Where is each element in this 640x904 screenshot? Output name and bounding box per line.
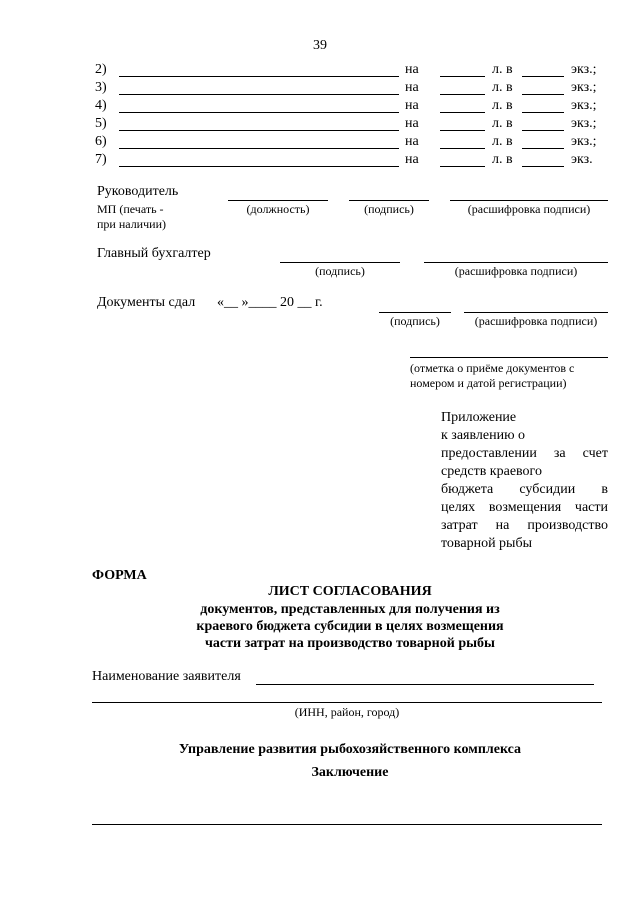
list-item-line[interactable]: [119, 94, 399, 95]
list-item-ekz: экз.;: [571, 62, 597, 77]
list-item-line[interactable]: [119, 112, 399, 113]
list-item-line[interactable]: [119, 148, 399, 149]
list-item-copies-line[interactable]: [522, 130, 564, 131]
list-item-ekz: экз.: [571, 152, 593, 167]
receipt-mark-line[interactable]: [410, 357, 608, 358]
submitted-label: Документы сдал: [97, 295, 196, 310]
decoding-caption: (расшифровка подписи): [467, 202, 591, 216]
form-subtitle-line: части затрат на производство товарной рыбы: [205, 636, 495, 651]
list-item-copies-line[interactable]: [522, 166, 564, 167]
list-item-na: на: [405, 152, 419, 167]
applicant-caption: (ИНН, район, город): [294, 705, 400, 719]
list-item-ekz: экз.;: [571, 98, 597, 113]
accountant-signature-caption: (подпись): [315, 264, 365, 278]
list-item-line[interactable]: [119, 76, 399, 77]
accountant-decoding-line[interactable]: [424, 262, 608, 263]
list-item-l: л. в: [492, 98, 513, 113]
list-item-l: л. в: [492, 116, 513, 131]
list-item-l: л. в: [492, 62, 513, 77]
list-item-line[interactable]: [119, 166, 399, 167]
appendix-line: предоставлении за счет: [441, 446, 608, 461]
list-item-na: на: [405, 98, 419, 113]
stamp-caption-line2: при наличии): [97, 217, 166, 231]
appendix-line: Приложение: [441, 410, 517, 425]
list-item-pages-line[interactable]: [440, 148, 485, 149]
list-item-number: 2): [95, 62, 107, 77]
list-item-pages-line[interactable]: [440, 112, 485, 113]
list-item-ekz: экз.;: [571, 116, 597, 131]
head-title: Руководитель: [97, 184, 179, 199]
appendix-line: товарной рыбы: [441, 536, 532, 551]
list-item-copies-line[interactable]: [522, 94, 564, 95]
list-item-number: 4): [95, 98, 107, 113]
submitted-signature-caption: (подпись): [390, 314, 440, 328]
conclusion-heading: Заключение: [311, 765, 389, 780]
submitted-date[interactable]: «__ »____ 20 __ г.: [217, 295, 323, 310]
form-subtitle-line: документов, представленных для получения из: [200, 602, 500, 617]
list-item-pages-line[interactable]: [440, 166, 485, 167]
list-item-l: л. в: [492, 134, 513, 149]
list-item-l: л. в: [492, 80, 513, 95]
submitted-signature-line[interactable]: [379, 312, 451, 313]
list-item-copies-line[interactable]: [522, 148, 564, 149]
department-heading: Управление развития рыбохозяйственного комплекса: [178, 742, 522, 757]
appendix-line: целях возмещения части: [441, 500, 608, 515]
position-line[interactable]: [228, 200, 328, 201]
applicant-label: Наименование заявителя: [92, 669, 241, 684]
list-item-copies-line[interactable]: [522, 76, 564, 77]
list-item-number: 3): [95, 80, 107, 95]
signature-line[interactable]: [349, 200, 429, 201]
page-number: 39: [313, 38, 327, 53]
list-item-number: 5): [95, 116, 107, 131]
appendix-line: бюджета субсидии в: [441, 482, 608, 497]
appendix-line: средств краевого: [441, 464, 542, 479]
submitted-decoding-caption: (расшифровка подписи): [474, 314, 598, 328]
accountant-title: Главный бухгалтер: [97, 246, 211, 261]
applicant-name-line[interactable]: [256, 684, 594, 685]
accountant-decoding-caption: (расшифровка подписи): [454, 264, 578, 278]
list-item-pages-line[interactable]: [440, 76, 485, 77]
form-title: ЛИСТ СОГЛАСОВАНИЯ: [268, 584, 432, 599]
submitted-decoding-line[interactable]: [464, 312, 608, 313]
list-item-na: на: [405, 62, 419, 77]
appendix-line: затрат на производство: [441, 518, 608, 533]
conclusion-line[interactable]: [92, 824, 602, 825]
list-item-pages-line[interactable]: [440, 130, 485, 131]
list-item-ekz: экз.;: [571, 80, 597, 95]
list-item-pages-line[interactable]: [440, 94, 485, 95]
signature-caption: (подпись): [364, 202, 414, 216]
list-item-copies-line[interactable]: [522, 112, 564, 113]
appendix-line: к заявлению о: [441, 428, 526, 443]
list-item-na: на: [405, 116, 419, 131]
list-item-na: на: [405, 134, 419, 149]
list-item-ekz: экз.;: [571, 134, 597, 149]
receipt-note-line2: номером и датой регистрации): [410, 376, 567, 390]
position-caption: (должность): [246, 202, 310, 216]
applicant-details-line[interactable]: [92, 702, 602, 703]
form-subtitle-line: краевого бюджета субсидии в целях возмещения: [196, 619, 504, 634]
form-label: ФОРМА: [92, 568, 147, 583]
list-item-na: на: [405, 80, 419, 95]
list-item-number: 6): [95, 134, 107, 149]
stamp-caption-line1: МП (печать -: [97, 202, 164, 216]
accountant-signature-line[interactable]: [280, 262, 400, 263]
list-item-number: 7): [95, 152, 107, 167]
list-item-l: л. в: [492, 152, 513, 167]
decoding-line[interactable]: [450, 200, 608, 201]
list-item-line[interactable]: [119, 130, 399, 131]
receipt-note-line1: (отметка о приёме документов с: [410, 361, 575, 375]
